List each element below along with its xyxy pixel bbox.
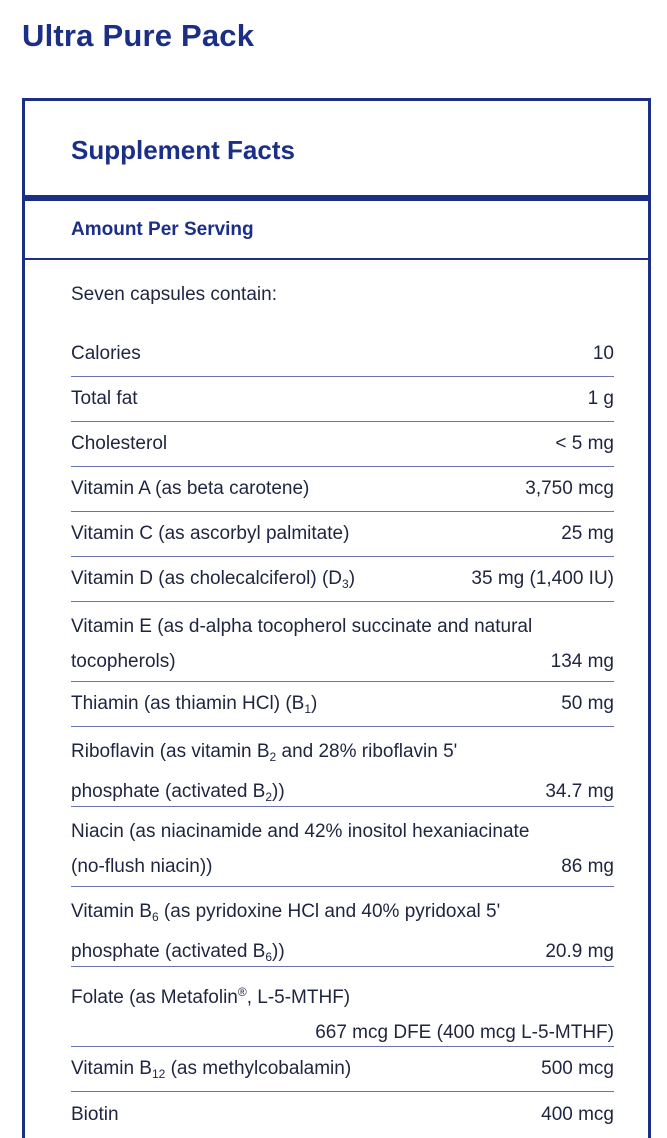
nutrient-amount: 35 mg (1,400 IU) <box>471 568 614 589</box>
nutrient-amount: 500 mcg <box>541 1058 614 1079</box>
nutrient-row-vitamin-b6 <box>71 887 614 967</box>
nutrient-amount: 400 mcg <box>541 1103 614 1125</box>
nutrient-name-line2: tocopherols) <box>71 651 176 672</box>
supplement-facts-panel <box>22 98 651 1138</box>
nutrient-row-biotin <box>71 1092 614 1137</box>
nutrient-amount: 1 g <box>587 388 614 409</box>
nutrient-name: Vitamin $B_{12}$ (as methylcobalamin) <box>71 1057 352 1081</box>
nutrient-name: Vitamin C (as ascorbyl palmitate) <box>71 523 350 544</box>
nutrient-name-line1: Vitamin $B_6$ (as pyridoxine HCl and 40% pyridoxal 5' <box>71 901 501 924</box>
nutrient-name-line2: (no-flush niacin)) <box>71 856 213 877</box>
nutrient-name: Calories <box>71 343 141 364</box>
nutrient-amount: 134 mg <box>550 651 614 672</box>
nutrient-amount: 86 mg <box>561 856 614 877</box>
nutrient-row-vitamin-e <box>71 602 614 682</box>
nutrient-name-line1: Vitamin E (as d-alpha tocopherol succinate and natural <box>71 616 533 637</box>
nutrient-name: Cholesterol <box>71 433 168 454</box>
nutrient-row-vitamin-c <box>71 512 614 557</box>
nutrient-name-line2: phosphate (activated $B_6$)) <box>71 941 285 964</box>
nutrient-amount: 34.7 mg <box>545 781 614 802</box>
nutrient-row-vitamin-a <box>71 467 614 512</box>
nutrient-amount: 20.9 mg <box>545 941 614 962</box>
nutrient-row-cholesterol <box>71 422 614 467</box>
nutrient-amount: 667 mcg DFE (400 mcg L-5-MTHF) <box>315 1022 614 1043</box>
nutrient-row-niacin <box>71 807 614 887</box>
nutrient-name-line2: phosphate (activated $B_2$)) <box>71 781 285 804</box>
nutrient-row-riboflavin <box>71 727 614 807</box>
nutrient-name-line1: Folate (as Metafolin®, L-5-MTHF) <box>71 985 351 1008</box>
nutrient-row-total-fat <box>71 377 614 422</box>
nutrient-name: Vitamin D (as cholecalciferol) $(D_3)$ <box>71 567 356 591</box>
nutrient-name: Biotin <box>71 1103 119 1125</box>
nutrient-name: Vitamin A (as beta carotene) <box>71 478 310 499</box>
panel-title: Supplement Facts <box>25 101 648 201</box>
nutrient-amount: 25 mg <box>561 523 614 544</box>
page-title: Ultra Pure Pack <box>22 18 255 53</box>
serving-intro: Seven capsules contain: <box>71 284 277 305</box>
nutrient-row-vitamin-b12 <box>71 1047 614 1092</box>
nutrient-row-folate <box>71 967 614 1047</box>
nutrient-amount: 10 <box>592 343 614 364</box>
facts-list <box>25 260 648 1137</box>
nutrient-name: Thiamin (as thiamin HCl) $(B_1)$ <box>71 692 318 716</box>
nutrient-name-line1: Niacin (as niacinamide and 42% inositol hexaniacinate <box>71 821 530 842</box>
serving-header: Amount Per Serving <box>25 201 648 260</box>
nutrient-row-thiamin <box>71 682 614 727</box>
nutrient-row-vitamin-d <box>71 557 614 602</box>
nutrient-row-calories <box>71 332 614 377</box>
nutrient-amount: 3,750 mcg <box>525 478 614 499</box>
nutrient-name: Total fat <box>71 388 138 409</box>
nutrient-amount: < 5 mg <box>555 433 614 454</box>
nutrient-name-line1: Riboflavin (as vitamin $B_2$ and 28% riboflavin 5' <box>71 741 458 764</box>
nutrient-amount: 50 mg <box>561 693 614 714</box>
